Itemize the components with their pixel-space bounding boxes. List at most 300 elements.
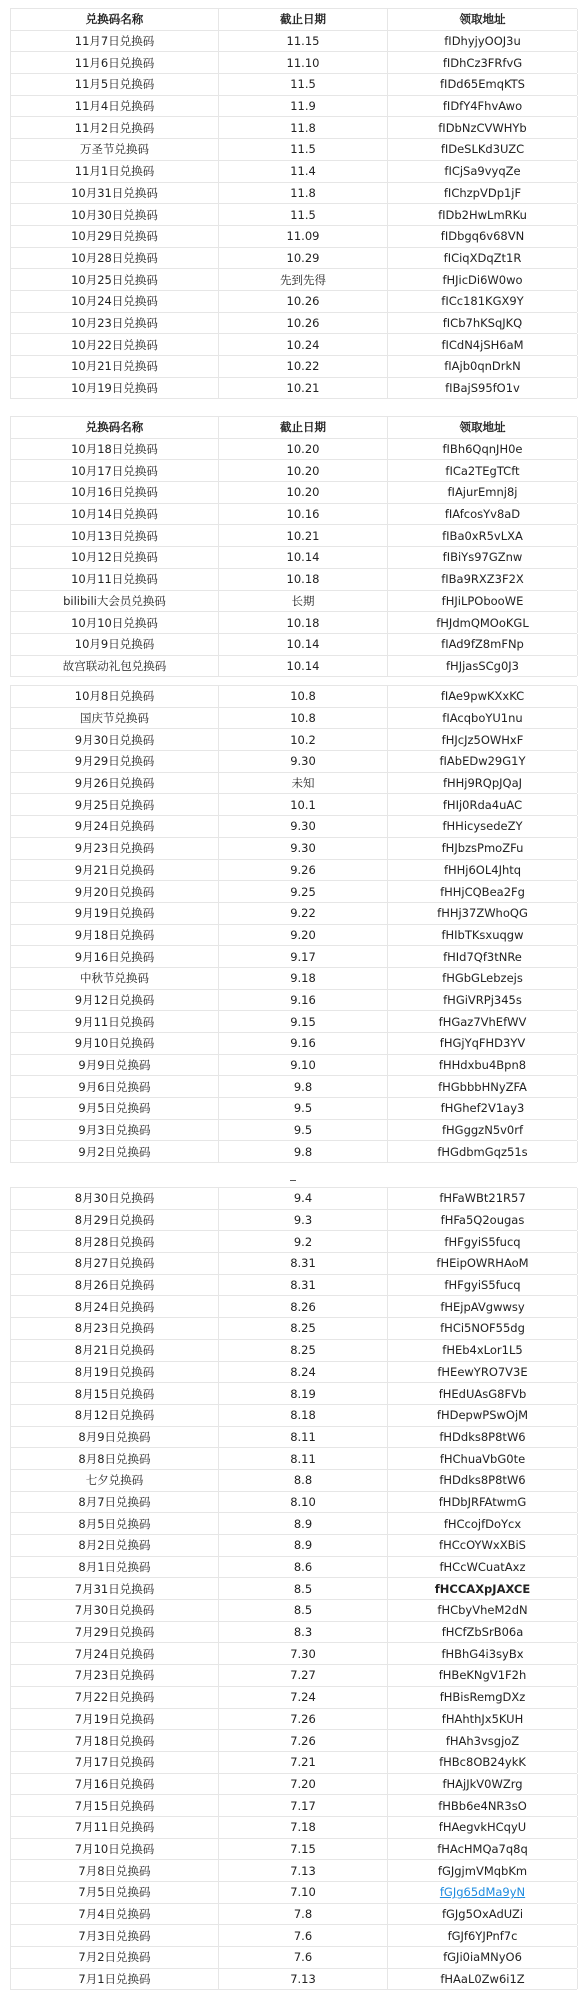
code-value: fIBiYs97GZnw xyxy=(388,547,578,568)
code-value: fHJbzsPmoZFu xyxy=(388,838,578,859)
expiry-date: 长期 xyxy=(219,591,388,612)
code-value: fHDdks8P8tW6 xyxy=(388,1427,578,1448)
table-row xyxy=(10,1817,577,1839)
code-value: fHBhG4i3syBx xyxy=(388,1643,578,1664)
table-row xyxy=(10,1076,577,1098)
table-row xyxy=(10,1383,577,1405)
table-row xyxy=(10,1557,577,1579)
code-value: fHFaWBt21R57 xyxy=(388,1188,578,1209)
code-value: fHEipOWRHAoM xyxy=(388,1253,578,1274)
code-value: fHId7Qf3tNRe xyxy=(388,946,578,967)
code-name: 8月28日兑换码 xyxy=(11,1231,219,1252)
header-date: 截止日期 xyxy=(219,417,388,438)
code-value: fGJf6YJPnf7c xyxy=(388,1925,578,1946)
code-name: 9月26日兑换码 xyxy=(11,773,219,794)
expiry-date: 11.4 xyxy=(219,161,388,182)
expiry-date: 10.20 xyxy=(219,482,388,503)
header-name: 兑换码名称 xyxy=(11,9,219,30)
expiry-date: 10.14 xyxy=(219,634,388,655)
expiry-date: 9.25 xyxy=(219,881,388,902)
table-row xyxy=(10,356,577,378)
table-row xyxy=(10,751,577,773)
code-name: 8月19日兑换码 xyxy=(11,1362,219,1383)
table-row xyxy=(10,74,577,96)
code-value: fHHj6OL4Jhtq xyxy=(388,860,578,881)
expiry-date: 8.5 xyxy=(219,1578,388,1599)
table-row xyxy=(10,504,577,526)
expiry-date: 7.13 xyxy=(219,1969,388,1990)
table-row xyxy=(10,1253,577,1275)
code-name: 10月29日兑换码 xyxy=(11,226,219,247)
code-name: 11月7日兑换码 xyxy=(11,31,219,52)
expiry-date: 7.24 xyxy=(219,1687,388,1708)
expiry-date: 10.8 xyxy=(219,686,388,707)
code-name: 9月9日兑换码 xyxy=(11,1055,219,1076)
code-name: 8月24日兑换码 xyxy=(11,1296,219,1317)
code-value: fHEdUAsG8FVb xyxy=(388,1383,578,1404)
code-value: fHIbTKsxuqgw xyxy=(388,925,578,946)
code-value: fICa2TEgTCft xyxy=(388,460,578,481)
code-name: 10月8日兑换码 xyxy=(11,686,219,707)
table-row xyxy=(10,1947,577,1969)
code-value: fHCCAXpJAXCE xyxy=(388,1578,578,1599)
code-name: 9月3日兑换码 xyxy=(11,1120,219,1141)
expiry-date: 8.31 xyxy=(219,1253,388,1274)
table-row xyxy=(10,1578,577,1600)
table-row xyxy=(10,482,577,504)
code-value: fHCi5NOF55dg xyxy=(388,1318,578,1339)
expiry-date: 9.20 xyxy=(219,925,388,946)
expiry-date: 9.5 xyxy=(219,1120,388,1141)
code-name: 万圣节兑换码 xyxy=(11,139,219,160)
code-name: 7月31日兑换码 xyxy=(11,1578,219,1599)
table-row xyxy=(10,248,577,270)
code-name: 7月19日兑换码 xyxy=(11,1709,219,1730)
expiry-date: 11.10 xyxy=(219,52,388,73)
code-name: 9月29日兑换码 xyxy=(11,751,219,772)
expiry-date: 7.30 xyxy=(219,1643,388,1664)
table-row xyxy=(10,291,577,313)
header-code: 领取地址 xyxy=(388,9,578,30)
table-row xyxy=(10,708,577,730)
code-name: 8月2日兑换码 xyxy=(11,1535,219,1556)
code-name: 10月22日兑换码 xyxy=(11,334,219,355)
table-row xyxy=(10,1427,577,1449)
code-name: 10月11日兑换码 xyxy=(11,569,219,590)
code-name: 8月21日兑换码 xyxy=(11,1340,219,1361)
code-value: fHJicDi6W0wo xyxy=(388,269,578,290)
code-value: fHEjpAVgwwsy xyxy=(388,1296,578,1317)
code-value: fHBb6e4NR3sO xyxy=(388,1795,578,1816)
table-row xyxy=(10,525,577,547)
separator-mark xyxy=(290,1180,296,1181)
expiry-date: 8.3 xyxy=(219,1622,388,1643)
expiry-date: 10.21 xyxy=(219,525,388,546)
header-date: 截止日期 xyxy=(219,9,388,30)
code-name: 10月25日兑换码 xyxy=(11,269,219,290)
expiry-date: 10.18 xyxy=(219,569,388,590)
expiry-date: 7.8 xyxy=(219,1904,388,1925)
code-value: fIBa9RXZ3F2X xyxy=(388,569,578,590)
expiry-date: 11.15 xyxy=(219,31,388,52)
table-row xyxy=(10,1839,577,1861)
code-name: 11月4日兑换码 xyxy=(11,96,219,117)
code-value: fHHdxbu4Bpn8 xyxy=(388,1055,578,1076)
code-value: fIChzpVDp1jF xyxy=(388,183,578,204)
table-row xyxy=(10,1969,577,1991)
code-name: 故宫联动礼包兑换码 xyxy=(11,656,219,677)
code-value: fHCcojfDoYcx xyxy=(388,1513,578,1534)
code-value: fIDhyjyOOJ3u xyxy=(388,31,578,52)
code-value: fHDbJRFAtwmG xyxy=(388,1492,578,1513)
code-value: fIAd9fZ8mFNp xyxy=(388,634,578,655)
expiry-date: 9.2 xyxy=(219,1231,388,1252)
code-name: 8月12日兑换码 xyxy=(11,1405,219,1426)
code-value: fHEb4xLor1L5 xyxy=(388,1340,578,1361)
code-value: fICdN4jSH6aM xyxy=(388,334,578,355)
code-name: 7月24日兑换码 xyxy=(11,1643,219,1664)
code-name: 7月5日兑换码 xyxy=(11,1882,219,1903)
expiry-date: 7.13 xyxy=(219,1860,388,1881)
expiry-date: 7.15 xyxy=(219,1839,388,1860)
expiry-date: 8.9 xyxy=(219,1535,388,1556)
expiry-date: 9.15 xyxy=(219,1011,388,1032)
code-value: fHAjJkV0WZrg xyxy=(388,1774,578,1795)
code-value: fGJg5OxAdUZi xyxy=(388,1904,578,1925)
code-value: fHGiVRPj345s xyxy=(388,990,578,1011)
code-name: 7月16日兑换码 xyxy=(11,1774,219,1795)
expiry-date: 9.18 xyxy=(219,968,388,989)
table-row xyxy=(10,946,577,968)
code-name: bilibili大会员兑换码 xyxy=(11,591,219,612)
code-name: 11月5日兑换码 xyxy=(11,74,219,95)
expiry-date: 10.20 xyxy=(219,460,388,481)
table-row xyxy=(10,794,577,816)
expiry-date: 8.8 xyxy=(219,1470,388,1491)
table-row xyxy=(10,1513,577,1535)
code-value: fHDdks8P8tW6 xyxy=(388,1470,578,1491)
expiry-date: 7.21 xyxy=(219,1752,388,1773)
code-name: 7月23日兑换码 xyxy=(11,1665,219,1686)
code-name: 7月22日兑换码 xyxy=(11,1687,219,1708)
expiry-date: 10.16 xyxy=(219,504,388,525)
code-name: 11月6日兑换码 xyxy=(11,52,219,73)
code-name: 8月9日兑换码 xyxy=(11,1427,219,1448)
code-value: fHBc8OB24ykK xyxy=(388,1752,578,1773)
table-row xyxy=(10,1795,577,1817)
code-name: 七夕兑换码 xyxy=(11,1470,219,1491)
code-name: 9月21日兑换码 xyxy=(11,860,219,881)
code-value: fGJi0iaMNyO6 xyxy=(388,1947,578,1968)
expiry-date: 7.6 xyxy=(219,1925,388,1946)
code-name: 10月13日兑换码 xyxy=(11,525,219,546)
table-row xyxy=(10,1448,577,1470)
table-row xyxy=(10,1904,577,1926)
expiry-date: 10.22 xyxy=(219,356,388,377)
table-row xyxy=(10,773,577,795)
table-row xyxy=(10,1141,577,1163)
table-row xyxy=(10,1535,577,1557)
code-name: 9月19日兑换码 xyxy=(11,903,219,924)
code-link[interactable]: fGJg65dMa9yN xyxy=(388,1882,578,1903)
table-row xyxy=(10,460,577,482)
expiry-date: 7.27 xyxy=(219,1665,388,1686)
code-value: fICc181KGX9Y xyxy=(388,291,578,312)
table-row xyxy=(10,269,577,291)
table-row xyxy=(10,52,577,74)
code-table-3 xyxy=(10,685,577,1163)
expiry-date: 10.14 xyxy=(219,547,388,568)
table-row xyxy=(10,183,577,205)
code-value: fIDbNzCVWHYb xyxy=(388,117,578,138)
code-value: fHBeKNgV1F2h xyxy=(388,1665,578,1686)
expiry-date: 7.20 xyxy=(219,1774,388,1795)
code-value: fHFgyiS5fucq xyxy=(388,1275,578,1296)
table-header-row xyxy=(10,417,577,439)
code-name: 中秋节兑换码 xyxy=(11,968,219,989)
code-name: 7月30日兑换码 xyxy=(11,1600,219,1621)
expiry-date: 未知 xyxy=(219,773,388,794)
table-row xyxy=(10,1210,577,1232)
table-row xyxy=(10,729,577,751)
expiry-date: 8.26 xyxy=(219,1296,388,1317)
expiry-date: 9.3 xyxy=(219,1210,388,1231)
expiry-date: 8.18 xyxy=(219,1405,388,1426)
code-name: 7月1日兑换码 xyxy=(11,1969,219,1990)
table-row xyxy=(10,1340,577,1362)
expiry-date: 9.10 xyxy=(219,1055,388,1076)
expiry-date: 9.4 xyxy=(219,1188,388,1209)
table-row xyxy=(10,161,577,183)
table-row xyxy=(10,204,577,226)
expiry-date: 7.26 xyxy=(219,1730,388,1751)
expiry-date: 8.5 xyxy=(219,1600,388,1621)
code-value: fIAjurEmnj8j xyxy=(388,482,578,503)
expiry-date: 9.8 xyxy=(219,1076,388,1097)
code-value: fIAe9pwKXxKC xyxy=(388,686,578,707)
code-value: fHFgyiS5fucq xyxy=(388,1231,578,1252)
expiry-date: 8.6 xyxy=(219,1557,388,1578)
expiry-date: 9.8 xyxy=(219,1141,388,1162)
code-name: 8月8日兑换码 xyxy=(11,1448,219,1469)
expiry-date: 9.16 xyxy=(219,1033,388,1054)
code-value: fIBa0xR5vLXA xyxy=(388,525,578,546)
code-value: fHAegvkHCqyU xyxy=(388,1817,578,1838)
code-name: 8月29日兑换码 xyxy=(11,1210,219,1231)
code-name: 8月30日兑换码 xyxy=(11,1188,219,1209)
table-row xyxy=(10,838,577,860)
code-name: 10月30日兑换码 xyxy=(11,204,219,225)
table-row xyxy=(10,226,577,248)
code-value: fIDb2HwLmRKu xyxy=(388,204,578,225)
code-value: fHAaL0Zw6i1Z xyxy=(388,1969,578,1990)
table-row xyxy=(10,881,577,903)
code-value: fHIj0Rda4uAC xyxy=(388,794,578,815)
expiry-date: 10.1 xyxy=(219,794,388,815)
code-name: 11月2日兑换码 xyxy=(11,117,219,138)
code-value: fIAbEDw29G1Y xyxy=(388,751,578,772)
code-value: fIAfcosYv8aD xyxy=(388,504,578,525)
code-value: fHCfZbSrB06a xyxy=(388,1622,578,1643)
code-name: 9月25日兑换码 xyxy=(11,794,219,815)
code-value: fHChuaVbG0te xyxy=(388,1448,578,1469)
code-name: 9月2日兑换码 xyxy=(11,1141,219,1162)
code-name: 10月21日兑换码 xyxy=(11,356,219,377)
table-row xyxy=(10,1470,577,1492)
code-value: fHHicysedeZY xyxy=(388,816,578,837)
expiry-date: 10.29 xyxy=(219,248,388,269)
table-row xyxy=(10,925,577,947)
expiry-date: 7.17 xyxy=(219,1795,388,1816)
code-table-1 xyxy=(10,8,577,399)
expiry-date: 11.8 xyxy=(219,117,388,138)
code-name: 8月1日兑换码 xyxy=(11,1557,219,1578)
expiry-date: 10.26 xyxy=(219,291,388,312)
code-value: fHCbyVheM2dN xyxy=(388,1600,578,1621)
expiry-date: 9.30 xyxy=(219,816,388,837)
code-value: fHHjCQBea2Fg xyxy=(388,881,578,902)
code-name: 9月5日兑换码 xyxy=(11,1098,219,1119)
code-name: 8月7日兑换码 xyxy=(11,1492,219,1513)
expiry-date: 11.5 xyxy=(219,204,388,225)
table-row xyxy=(10,1687,577,1709)
table-row xyxy=(10,1231,577,1253)
code-value: fHHj37ZWhoQG xyxy=(388,903,578,924)
expiry-date: 7.18 xyxy=(219,1817,388,1838)
expiry-date: 9.5 xyxy=(219,1098,388,1119)
table-row xyxy=(10,1055,577,1077)
expiry-date: 10.24 xyxy=(219,334,388,355)
expiry-date: 7.6 xyxy=(219,1947,388,1968)
expiry-date: 8.10 xyxy=(219,1492,388,1513)
table-row xyxy=(10,334,577,356)
code-name: 10月18日兑换码 xyxy=(11,439,219,460)
code-name: 9月11日兑换码 xyxy=(11,1011,219,1032)
expiry-date: 10.2 xyxy=(219,729,388,750)
expiry-date: 10.26 xyxy=(219,313,388,334)
code-name: 10月24日兑换码 xyxy=(11,291,219,312)
code-value: fIDfY4FhvAwo xyxy=(388,96,578,117)
code-name: 9月12日兑换码 xyxy=(11,990,219,1011)
code-name: 7月11日兑换码 xyxy=(11,1817,219,1838)
code-name: 10月31日兑换码 xyxy=(11,183,219,204)
code-name: 11月1日兑换码 xyxy=(11,161,219,182)
code-value: fHBisRemgDXz xyxy=(388,1687,578,1708)
table-row xyxy=(10,816,577,838)
expiry-date: 11.09 xyxy=(219,226,388,247)
code-name: 10月10日兑换码 xyxy=(11,612,219,633)
code-name: 9月10日兑换码 xyxy=(11,1033,219,1054)
table-row xyxy=(10,1405,577,1427)
table-row xyxy=(10,1665,577,1687)
expiry-date: 9.30 xyxy=(219,838,388,859)
table-row xyxy=(10,96,577,118)
code-value: fICb7hKSqJKQ xyxy=(388,313,578,334)
header-code: 领取地址 xyxy=(388,417,578,438)
code-name: 9月24日兑换码 xyxy=(11,816,219,837)
table-row xyxy=(10,1709,577,1731)
code-table-2 xyxy=(10,416,577,677)
code-value: fHJcJz5OWHxF xyxy=(388,729,578,750)
code-name: 9月23日兑换码 xyxy=(11,838,219,859)
code-name: 7月18日兑换码 xyxy=(11,1730,219,1751)
code-name: 7月8日兑换码 xyxy=(11,1860,219,1881)
table-row xyxy=(10,117,577,139)
expiry-date: 8.25 xyxy=(219,1318,388,1339)
expiry-date: 9.22 xyxy=(219,903,388,924)
table-row xyxy=(10,1188,577,1210)
code-value: fIAjb0qnDrkN xyxy=(388,356,578,377)
code-name: 7月15日兑换码 xyxy=(11,1795,219,1816)
table-row xyxy=(10,612,577,634)
code-name: 10月28日兑换码 xyxy=(11,248,219,269)
code-value: fIBh6QqnJH0e xyxy=(388,439,578,460)
table-row xyxy=(10,1120,577,1142)
code-name: 7月10日兑换码 xyxy=(11,1839,219,1860)
expiry-date: 7.10 xyxy=(219,1882,388,1903)
code-value: fHAh3vsgjoZ xyxy=(388,1730,578,1751)
code-value: fHFa5Q2ougas xyxy=(388,1210,578,1231)
code-name: 国庆节兑换码 xyxy=(11,708,219,729)
expiry-date: 9.16 xyxy=(219,990,388,1011)
table-row xyxy=(10,569,577,591)
code-name: 8月5日兑换码 xyxy=(11,1513,219,1534)
code-value: fHCcWCuatAxz xyxy=(388,1557,578,1578)
table-row xyxy=(10,1860,577,1882)
table-row xyxy=(10,903,577,925)
table-row xyxy=(10,860,577,882)
expiry-date: 8.31 xyxy=(219,1275,388,1296)
code-value: fIDd65EmqKTS xyxy=(388,74,578,95)
table-row xyxy=(10,1643,577,1665)
code-value: fHJjasSCg0J3 xyxy=(388,656,578,677)
code-name: 9月30日兑换码 xyxy=(11,729,219,750)
code-value: fGJgjmVMqbKm xyxy=(388,1860,578,1881)
expiry-date: 10.8 xyxy=(219,708,388,729)
table-row xyxy=(10,139,577,161)
code-name: 10月14日兑换码 xyxy=(11,504,219,525)
expiry-date: 10.21 xyxy=(219,378,388,399)
code-name: 7月29日兑换码 xyxy=(11,1622,219,1643)
expiry-date: 8.11 xyxy=(219,1448,388,1469)
table-row xyxy=(10,1600,577,1622)
code-name: 9月20日兑换码 xyxy=(11,881,219,902)
table-row xyxy=(10,1752,577,1774)
code-name: 7月4日兑换码 xyxy=(11,1904,219,1925)
table-row xyxy=(10,378,577,400)
expiry-date: 8.24 xyxy=(219,1362,388,1383)
table-row xyxy=(10,1275,577,1297)
expiry-date: 8.19 xyxy=(219,1383,388,1404)
code-value: fICjSa9vyqZe xyxy=(388,161,578,182)
code-name: 8月26日兑换码 xyxy=(11,1275,219,1296)
table-row xyxy=(10,634,577,656)
code-name: 7月3日兑换码 xyxy=(11,1925,219,1946)
table-header-row xyxy=(10,9,577,31)
code-value: fHGggzN5v0rf xyxy=(388,1120,578,1141)
code-name: 8月27日兑换码 xyxy=(11,1253,219,1274)
code-value: fHGdbmGqz51s xyxy=(388,1141,578,1162)
code-value: fIDeSLKd3UZC xyxy=(388,139,578,160)
table-row xyxy=(10,1730,577,1752)
code-name: 10月23日兑换码 xyxy=(11,313,219,334)
table-row xyxy=(10,990,577,1012)
code-value: fHHj9RQpJQaJ xyxy=(388,773,578,794)
expiry-date: 11.8 xyxy=(219,183,388,204)
expiry-date: 11.5 xyxy=(219,139,388,160)
header-name: 兑换码名称 xyxy=(11,417,219,438)
table-row xyxy=(10,1882,577,1904)
